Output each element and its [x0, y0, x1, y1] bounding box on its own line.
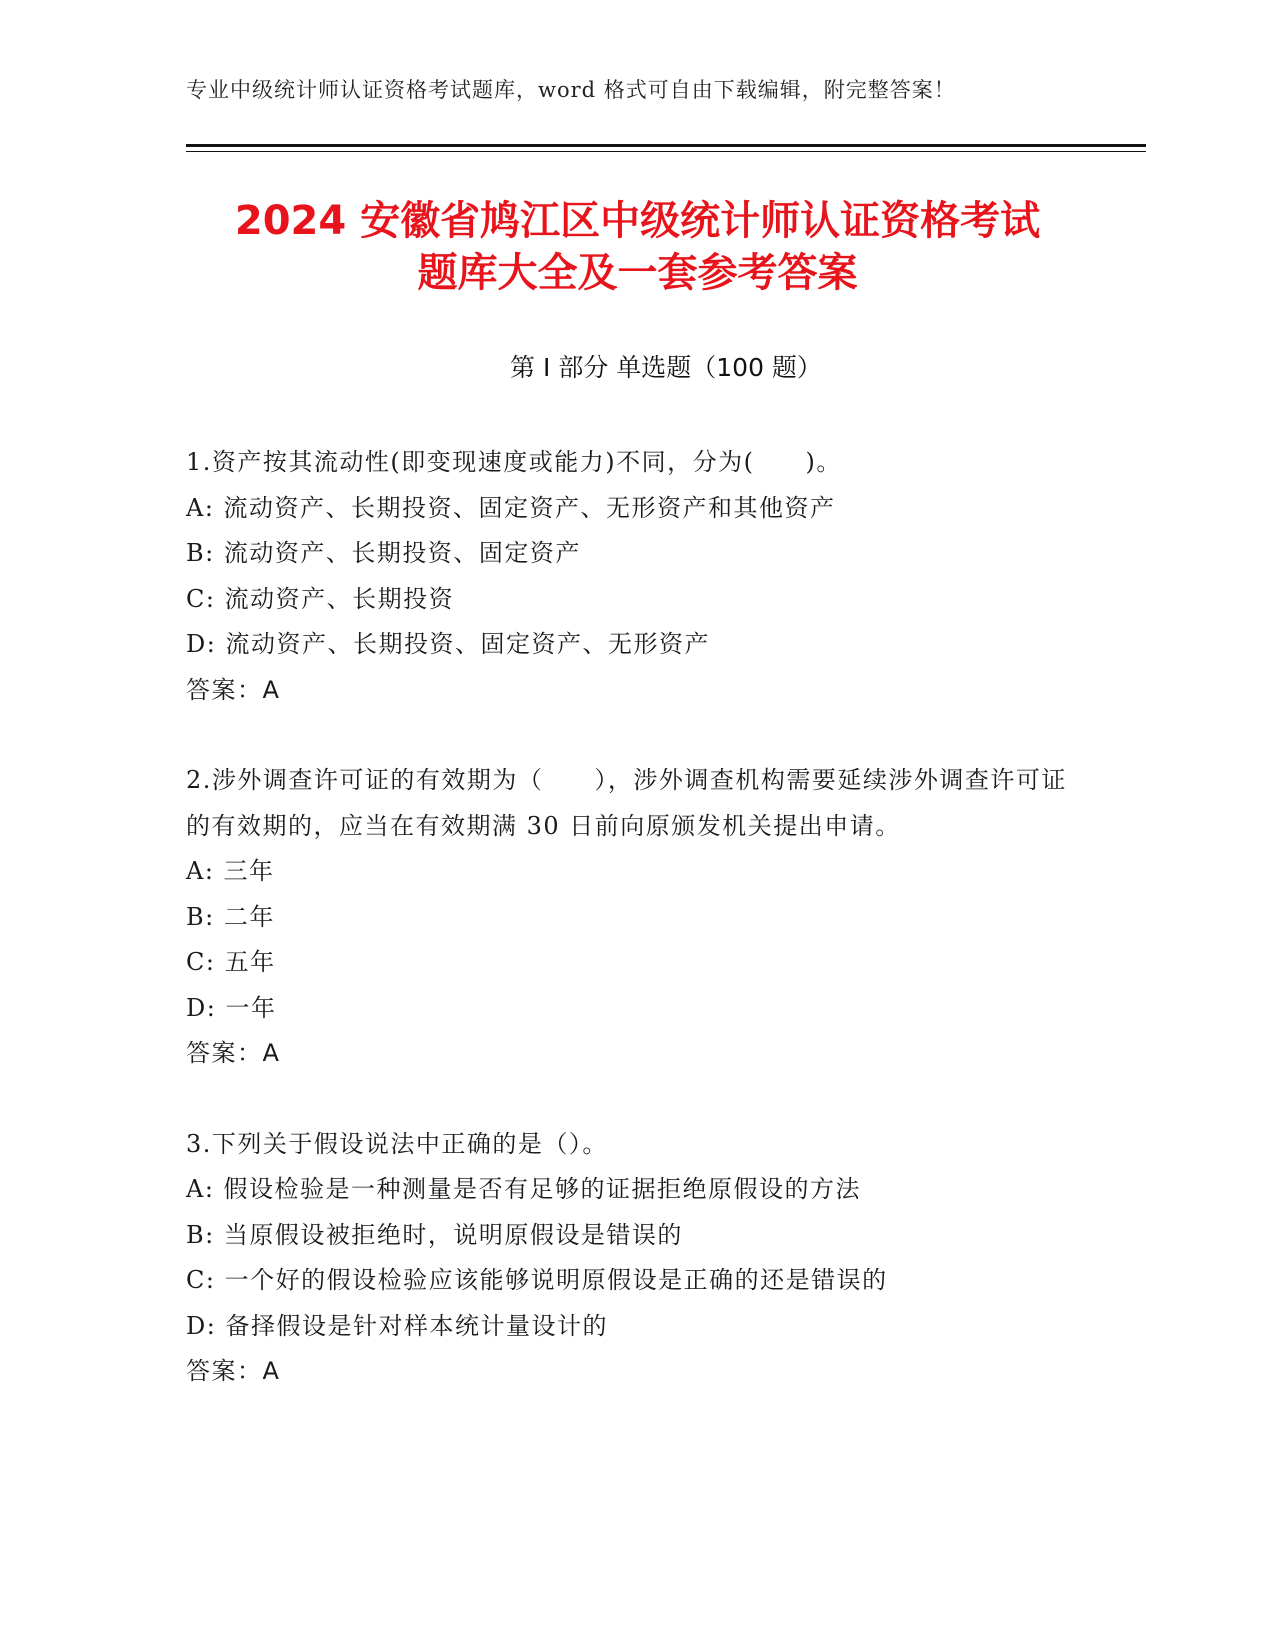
- option-d: D: 备择假设是针对样本统计量设计的: [186, 1311, 608, 1340]
- question-stem: 3.下列关于假设说法中正确的是（）。: [186, 1129, 608, 1158]
- section-heading: 第 I 部分 单选题（100 题）: [510, 353, 822, 382]
- document-title: [130, 195, 1145, 299]
- question-1: [186, 440, 1086, 713]
- header-rule-thin: [186, 151, 1146, 152]
- option-c: C: 流动资产、长期投资: [186, 584, 455, 613]
- option-a: A: 流动资产、长期投资、固定资产、无形资产和其他资产: [186, 493, 836, 522]
- option-c: C: 一个好的假设检验应该能够说明原假设是正确的还是错误的: [186, 1266, 888, 1294]
- option-b: B: 流动资产、长期投资、固定资产: [186, 539, 581, 567]
- title-line-2: 题库大全及一套参考答案: [417, 250, 858, 296]
- option-b: B: 当原假设被拒绝时，说明原假设是错误的: [186, 1220, 683, 1249]
- question-3: [186, 1122, 1086, 1395]
- header-note: 专业中级统计师认证资格考试题库，word 格式可自由下载编辑，附完整答案！: [186, 78, 956, 102]
- option-d: D: 流动资产、长期投资、固定资产、无形资产: [186, 630, 710, 658]
- option-b: B: 二年: [186, 902, 275, 931]
- question-list: [186, 440, 1086, 1440]
- answer: 答案：A: [186, 1357, 281, 1385]
- option-a: A: 三年: [186, 857, 275, 885]
- question-2: [186, 758, 1086, 1077]
- option-d: D: 一年: [186, 993, 277, 1022]
- header-rule-thick: [186, 144, 1146, 147]
- title-line-1: 2024 安徽省鸠江区中级统计师认证资格考试: [234, 198, 1041, 244]
- option-a: A: 假设检验是一种测量是否有足够的证据拒绝原假设的方法: [186, 1175, 862, 1203]
- question-stem: 1.资产按其流动性(即变现速度或能力)不同，分为( )。: [186, 448, 842, 476]
- answer: 答案：A: [186, 675, 281, 704]
- answer: 答案：A: [186, 1039, 281, 1067]
- option-c: C: 五年: [186, 948, 276, 976]
- question-stem: 2.涉外调查许可证的有效期为（ ），涉外调查机构需要延续涉外调查许可证的有效期的，应当在有效期满 30 日前向原颁发机关提出申请。: [186, 766, 1067, 840]
